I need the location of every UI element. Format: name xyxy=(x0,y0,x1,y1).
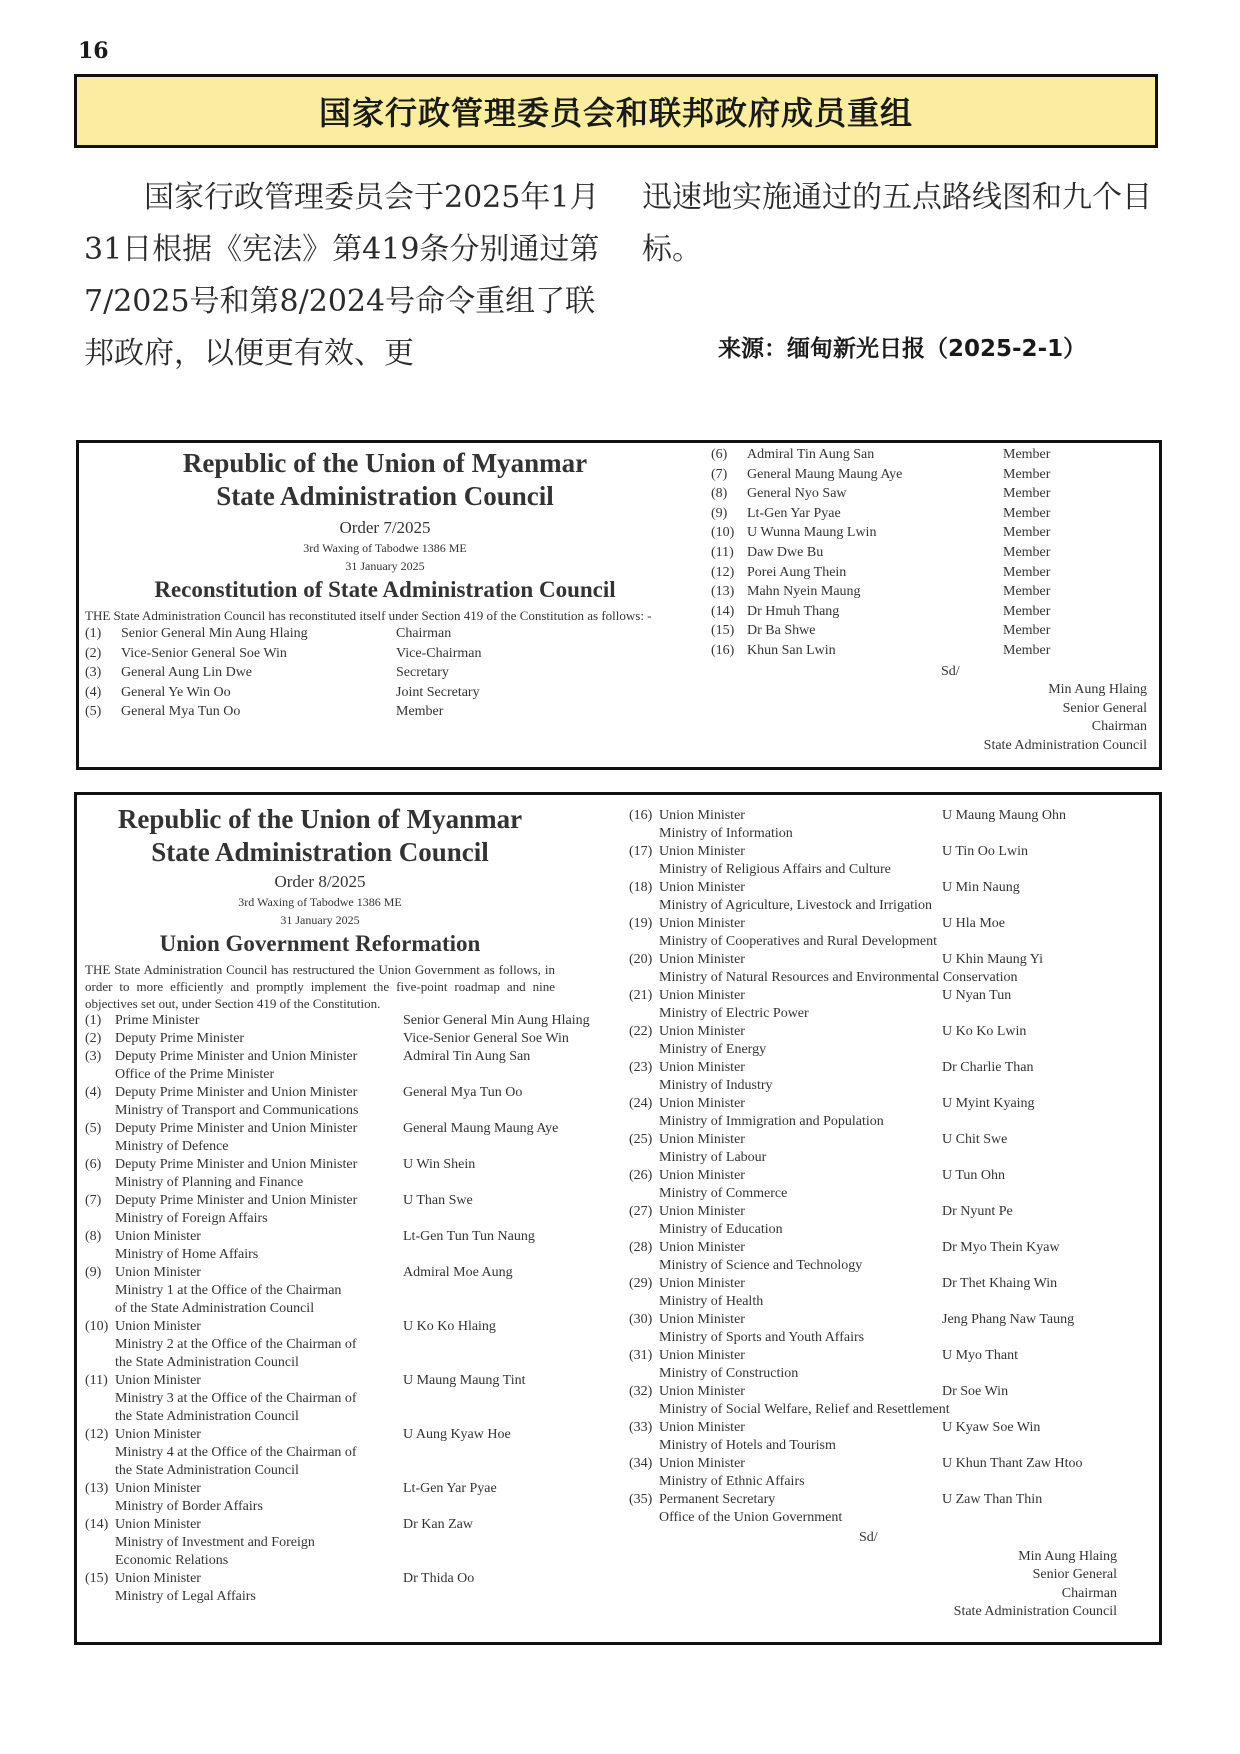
member-role: Vice-Chairman xyxy=(396,645,482,661)
entry-name: Admiral Tin Aung San xyxy=(403,1049,531,1064)
entry-name: Dr Nyunt Pe xyxy=(942,1204,1013,1219)
order-7-republic: Republic of the Union of Myanmar xyxy=(182,448,588,478)
entry-role: Union Minister xyxy=(659,1060,745,1075)
member-name: General Ye Win Oo xyxy=(121,684,231,700)
entry-role: Deputy Prime Minister and Union Minister xyxy=(115,1193,358,1208)
table-row xyxy=(85,1012,590,1030)
entry-number: (5) xyxy=(85,1121,102,1136)
entry-role: Prime Minister xyxy=(115,1013,200,1028)
order-8-preamble: THE State Administration Council has restructured the Union Government as follows, in order to more efficiently and promptly implement the five-point roadmap and nine objectives set out, under Section 419 of the Constitution. xyxy=(85,962,555,1011)
entry-number: (28) xyxy=(629,1240,653,1255)
table-row xyxy=(629,1203,1149,1221)
member-name: General Maung Maung Aye xyxy=(747,466,903,482)
entry-name: Dr Soe Win xyxy=(942,1384,1009,1399)
table-row xyxy=(85,1048,555,1066)
member-name: Admiral Tin Aung San xyxy=(747,447,875,462)
order-7-date: 31 January 2025 xyxy=(345,559,425,573)
member-role: Member xyxy=(1003,584,1051,600)
table-row xyxy=(629,843,1149,861)
entry-ministry: Office of the Union Government xyxy=(659,1510,843,1525)
member-name: Daw Dwe Bu xyxy=(747,544,824,560)
entry-name: Jeng Phang Naw Taung xyxy=(942,1312,1075,1327)
member-row xyxy=(711,563,1157,583)
table-row xyxy=(629,1383,1149,1401)
member-row xyxy=(711,504,1157,524)
entry-name: Vice-Senior General Soe Win xyxy=(403,1031,569,1046)
entry-number: (6) xyxy=(85,1157,102,1172)
entry-role: Union Minister xyxy=(659,1096,745,1111)
order-7-date-me: 3rd Waxing of Tabodwe 1386 ME xyxy=(303,541,467,555)
member-number: (10) xyxy=(711,525,735,541)
member-number: (11) xyxy=(711,544,734,560)
table-row xyxy=(629,1239,1149,1257)
entry-name: U Chit Swe xyxy=(942,1132,1008,1147)
signature-line: Senior General xyxy=(1032,1567,1117,1582)
entry-role: Union Minister xyxy=(115,1373,201,1388)
signature-line: Chairman xyxy=(1091,719,1147,735)
signature-line: Senior General xyxy=(1062,700,1147,716)
entry-name: U Aung Kyaw Hoe xyxy=(403,1427,511,1442)
member-name: Dr Ba Shwe xyxy=(747,623,816,639)
member-number: (2) xyxy=(85,645,102,661)
entry-role: Union Minister xyxy=(115,1571,201,1586)
member-number: (9) xyxy=(711,505,728,521)
order-7-member-list-left xyxy=(85,624,685,722)
entry-number: (12) xyxy=(85,1427,109,1442)
table-row xyxy=(85,1228,555,1246)
entry-number: (32) xyxy=(629,1384,653,1399)
entry-role: Union Minister xyxy=(659,808,745,823)
member-row xyxy=(711,602,1157,622)
member-row xyxy=(711,641,1157,661)
order-7-signature xyxy=(711,663,1147,756)
entry-ministry: Ministry of Agriculture, Livestock and Irrigation xyxy=(659,898,932,913)
table-row xyxy=(85,1192,555,1210)
entry-number: (27) xyxy=(629,1204,653,1219)
entry-name: U Kyaw Soe Win xyxy=(942,1420,1041,1435)
entry-ministry: Ministry of Hotels and Tourism xyxy=(659,1438,836,1453)
entry-ministry: of the State Administration Council xyxy=(115,1301,315,1316)
entry-name: Dr Myo Thein Kyaw xyxy=(942,1240,1060,1255)
entry-number: (29) xyxy=(629,1276,653,1291)
entry-ministry: Ministry 1 at the Office of the Chairman xyxy=(115,1283,342,1298)
table-row xyxy=(85,1372,555,1390)
member-number: (5) xyxy=(85,704,102,720)
member-name: General Nyo Saw xyxy=(747,486,847,502)
member-name: General Aung Lin Dwe xyxy=(121,665,253,681)
member-row xyxy=(85,702,685,722)
order-8-entry-list-left xyxy=(85,1012,590,1606)
entry-role: Deputy Prime Minister xyxy=(115,1031,245,1046)
member-name: U Wunna Maung Lwin xyxy=(747,525,877,541)
entry-name: Dr Thida Oo xyxy=(403,1571,475,1586)
entry-role: Union Minister xyxy=(115,1427,201,1442)
article-column-left xyxy=(84,172,604,380)
table-row xyxy=(629,1095,1149,1113)
entry-ministry: Ministry 2 at the Office of the Chairman of xyxy=(115,1337,357,1352)
entry-number: (10) xyxy=(85,1319,109,1334)
entry-ministry: Ministry of Sports and Youth Affairs xyxy=(659,1330,865,1345)
entry-role: Deputy Prime Minister and Union Minister xyxy=(115,1049,358,1064)
entry-ministry: Ministry 4 at the Office of the Chairman of xyxy=(115,1445,357,1460)
member-role: Member xyxy=(1003,564,1051,580)
entry-role: Union Minister xyxy=(659,1420,745,1435)
member-row xyxy=(711,621,1157,641)
entry-number: (15) xyxy=(85,1571,109,1586)
entry-ministry: Ministry of Immigration and Population xyxy=(659,1114,884,1129)
member-name: Mahn Nyein Maung xyxy=(747,584,861,600)
table-row xyxy=(85,1426,555,1444)
entry-ministry: the State Administration Council xyxy=(115,1463,299,1478)
page-number: 16 xyxy=(78,38,109,64)
order-7-number: Order 7/2025 xyxy=(339,518,431,537)
member-row xyxy=(85,644,685,664)
member-role: Member xyxy=(1003,486,1051,502)
entry-role: Union Minister xyxy=(659,1024,745,1039)
table-row xyxy=(85,1156,555,1174)
entry-number: (1) xyxy=(85,1013,102,1028)
entry-ministry: Economic Relations xyxy=(115,1553,229,1568)
entry-ministry: Ministry of Energy xyxy=(659,1042,767,1057)
article-paragraph-left: 国家行政管理委员会于2025年1月31日根据《宪法》第419条分别通过第7/2025号和第8/2024号命令重组了联邦政府，以便更有效、更 xyxy=(84,180,600,371)
article-column-right xyxy=(642,172,1162,276)
entry-number: (18) xyxy=(629,880,653,895)
entry-number: (16) xyxy=(629,808,653,823)
order-7-preamble: THE State Administration Council has reconstituted itself under Section 419 of the Constitution as follows: - xyxy=(85,608,652,623)
entry-number: (9) xyxy=(85,1265,102,1280)
table-row xyxy=(629,1023,1149,1041)
order-8-left-column xyxy=(85,795,590,1606)
article-source: 来源：缅甸新光日报（2025-2-1） xyxy=(718,336,1087,362)
entry-number: (13) xyxy=(85,1481,109,1496)
member-name: Dr Hmuh Thang xyxy=(747,603,840,619)
member-name: Khun San Lwin xyxy=(747,642,836,658)
entry-number: (33) xyxy=(629,1420,653,1435)
entry-ministry: Ministry of Legal Affairs xyxy=(115,1589,256,1604)
member-number: (13) xyxy=(711,584,735,600)
order-8-right-column xyxy=(629,795,1149,1622)
entry-role: Deputy Prime Minister and Union Minister xyxy=(115,1121,358,1136)
entry-ministry: Ministry of Information xyxy=(659,826,793,841)
entry-name: General Mya Tun Oo xyxy=(403,1085,523,1100)
member-row xyxy=(711,484,1157,504)
entry-number: (20) xyxy=(629,952,653,967)
entry-name: U Ko Ko Lwin xyxy=(942,1024,1027,1039)
entry-number: (21) xyxy=(629,988,653,1003)
member-row xyxy=(85,624,685,644)
order-8-republic: Republic of the Union of Myanmar xyxy=(117,804,523,834)
member-name: Vice-Senior General Soe Win xyxy=(121,645,287,661)
entry-name: U Khun Thant Zaw Htoo xyxy=(942,1456,1083,1471)
entry-name: U Tun Ohn xyxy=(942,1168,1006,1183)
entry-ministry: Ministry of Home Affairs xyxy=(115,1247,259,1262)
entry-role: Union Minister xyxy=(659,1132,745,1147)
member-role: Member xyxy=(1003,466,1051,482)
member-role: Member xyxy=(1003,544,1051,560)
entry-number: (30) xyxy=(629,1312,653,1327)
signature-line: Sd/ xyxy=(859,1530,878,1545)
member-row xyxy=(85,683,685,703)
member-number: (7) xyxy=(711,466,728,482)
table-row xyxy=(629,1275,1149,1293)
entry-name: U Ko Ko Hlaing xyxy=(403,1319,496,1334)
entry-ministry: Ministry of Electric Power xyxy=(659,1006,809,1021)
entry-number: (26) xyxy=(629,1168,653,1183)
entry-name: U Zaw Than Thin xyxy=(942,1492,1043,1507)
table-row xyxy=(629,951,1149,969)
entry-number: (3) xyxy=(85,1049,102,1064)
entry-name: U Tin Oo Lwin xyxy=(942,844,1028,859)
entry-role: Union Minister xyxy=(659,1312,745,1327)
headline-banner xyxy=(74,74,1158,148)
entry-ministry: the State Administration Council xyxy=(115,1355,299,1370)
order-7-left-column xyxy=(85,443,685,722)
member-number: (14) xyxy=(711,603,735,619)
order-7-title: Reconstitution of State Administration Council xyxy=(154,577,616,602)
entry-name: U Myint Kyaing xyxy=(942,1096,1035,1111)
member-role: Secretary xyxy=(396,665,449,681)
order-8-date: 31 January 2025 xyxy=(280,913,360,927)
entry-ministry: Ministry of Industry xyxy=(659,1078,773,1093)
member-number: (12) xyxy=(711,564,735,580)
member-number: (8) xyxy=(711,486,728,502)
entry-ministry: Ministry of Planning and Finance xyxy=(115,1175,304,1190)
entry-ministry: Ministry of Science and Technology xyxy=(659,1258,863,1273)
entry-role: Union Minister xyxy=(659,1456,745,1471)
entry-ministry: Ministry of Labour xyxy=(659,1150,767,1165)
entry-role: Union Minister xyxy=(659,1276,745,1291)
entry-name: Lt-Gen Yar Pyae xyxy=(403,1481,497,1496)
entry-number: (14) xyxy=(85,1517,109,1532)
entry-number: (19) xyxy=(629,916,653,931)
entry-name: U Maung Maung Tint xyxy=(403,1373,526,1388)
table-row xyxy=(629,1167,1149,1185)
entry-ministry: Ministry of Ethnic Affairs xyxy=(659,1474,805,1489)
entry-ministry: the State Administration Council xyxy=(115,1409,299,1424)
entry-role: Union Minister xyxy=(659,1348,745,1363)
member-row xyxy=(711,582,1157,602)
entry-number: (4) xyxy=(85,1085,102,1100)
entry-name: Lt-Gen Tun Tun Naung xyxy=(403,1229,535,1244)
table-row xyxy=(85,1030,569,1048)
entry-ministry: Ministry of Commerce xyxy=(659,1186,788,1201)
order-7-right-column xyxy=(711,443,1157,755)
entry-role: Union Minister xyxy=(659,988,745,1003)
entry-ministry: Ministry of Cooperatives and Rural Development xyxy=(659,934,937,949)
entry-role: Deputy Prime Minister and Union Minister xyxy=(115,1157,358,1172)
entry-name: Admiral Moe Aung xyxy=(403,1265,513,1280)
entry-name: Dr Kan Zaw xyxy=(403,1517,473,1532)
entry-role: Union Minister xyxy=(659,952,745,967)
entry-name: U Hla Moe xyxy=(942,916,1005,931)
entry-ministry: Ministry of Religious Affairs and Culture xyxy=(659,862,891,877)
member-row xyxy=(711,543,1157,563)
order-8-clipping xyxy=(74,792,1162,1645)
entry-role: Permanent Secretary xyxy=(659,1492,776,1507)
table-row xyxy=(629,987,1149,1005)
order-8-number: Order 8/2025 xyxy=(274,872,366,891)
entry-role: Union Minister xyxy=(115,1517,201,1532)
entry-role: Deputy Prime Minister and Union Minister xyxy=(115,1085,358,1100)
table-row xyxy=(629,879,1149,897)
entry-name: Senior General Min Aung Hlaing xyxy=(403,1013,590,1028)
entry-role: Union Minister xyxy=(115,1265,201,1280)
order-7-council: State Administration Council xyxy=(216,481,554,511)
entry-ministry: Ministry of Social Welfare, Relief and Resettlement xyxy=(659,1402,950,1417)
entry-role: Union Minister xyxy=(659,1168,745,1183)
member-role: Member xyxy=(1003,603,1051,619)
order-7-clipping xyxy=(76,440,1162,770)
entry-ministry: Ministry of Investment and Foreign xyxy=(115,1535,315,1550)
entry-number: (2) xyxy=(85,1031,102,1046)
entry-number: (31) xyxy=(629,1348,653,1363)
entry-name: Dr Thet Khaing Win xyxy=(942,1276,1058,1291)
signature-line: Min Aung Hlaing xyxy=(1048,682,1147,698)
member-name: General Mya Tun Oo xyxy=(121,704,241,720)
member-row xyxy=(85,663,685,683)
entry-number: (17) xyxy=(629,844,653,859)
entry-name: Dr Charlie Than xyxy=(942,1060,1034,1075)
table-row xyxy=(85,1318,555,1336)
entry-name: General Maung Maung Aye xyxy=(403,1121,559,1136)
table-row xyxy=(85,1264,555,1282)
entry-ministry: Ministry 3 at the Office of the Chairman of xyxy=(115,1391,357,1406)
entry-role: Union Minister xyxy=(115,1229,201,1244)
order-8-signature xyxy=(629,1529,1117,1622)
member-role: Joint Secretary xyxy=(396,684,480,700)
order-8-entry-list-right xyxy=(629,807,1149,1527)
entry-name: U Myo Thant xyxy=(942,1348,1018,1363)
signature-line: Sd/ xyxy=(941,663,960,679)
member-role: Member xyxy=(1003,505,1051,521)
entry-name: U Khin Maung Yi xyxy=(942,952,1043,967)
entry-number: (23) xyxy=(629,1060,653,1075)
member-number: (16) xyxy=(711,642,735,658)
entry-role: Union Minister xyxy=(115,1481,201,1496)
table-row xyxy=(85,1480,555,1498)
table-row xyxy=(85,1084,555,1102)
member-row xyxy=(711,523,1157,543)
entry-role: Union Minister xyxy=(659,916,745,931)
order-7-member-list-right xyxy=(711,445,1157,661)
entry-name: U Win Shein xyxy=(403,1157,476,1172)
entry-name: U Than Swe xyxy=(403,1193,473,1208)
member-role: Member xyxy=(1003,623,1051,639)
headline: 国家行政管理委员会和联邦政府成员重组 xyxy=(318,94,913,132)
entry-ministry: Ministry of Defence xyxy=(115,1139,229,1154)
member-role: Chairman xyxy=(396,626,452,641)
entry-number: (24) xyxy=(629,1096,653,1111)
article-paragraph-right: 迅速地实施通过的五点路线图和九个目标。 xyxy=(642,180,1152,267)
order-8-date-me: 3rd Waxing of Tabodwe 1386 ME xyxy=(238,895,402,909)
entry-ministry: Ministry of Natural Resources and Environmental Conservation xyxy=(659,970,1018,985)
entry-role: Union Minister xyxy=(659,1204,745,1219)
member-role: Member xyxy=(1003,525,1051,541)
table-row xyxy=(629,1491,1149,1509)
entry-number: (11) xyxy=(85,1373,108,1388)
member-number: (15) xyxy=(711,623,735,639)
table-row xyxy=(629,1419,1149,1437)
signature-line: Min Aung Hlaing xyxy=(1018,1548,1117,1564)
table-row xyxy=(85,1120,559,1138)
member-number: (3) xyxy=(85,665,102,681)
table-row xyxy=(629,1311,1149,1329)
member-number: (1) xyxy=(85,626,102,641)
member-role: Member xyxy=(1003,642,1051,658)
member-role: Member xyxy=(396,704,444,720)
entry-ministry: Ministry of Health xyxy=(659,1294,764,1309)
entry-number: (7) xyxy=(85,1193,102,1208)
member-name: Porei Aung Thein xyxy=(747,564,847,580)
member-number: (6) xyxy=(711,447,728,462)
table-row xyxy=(85,1516,555,1534)
signature-line: State Administration Council xyxy=(983,737,1147,753)
table-row xyxy=(629,807,1149,825)
member-role: Member xyxy=(1003,447,1051,462)
entry-name: U Min Naung xyxy=(942,880,1020,895)
table-row xyxy=(85,1570,555,1588)
entry-role: Union Minister xyxy=(659,1384,745,1399)
order-8-council: State Administration Council xyxy=(151,837,489,867)
entry-number: (25) xyxy=(629,1132,653,1147)
entry-ministry: Ministry of Foreign Affairs xyxy=(115,1211,268,1226)
entry-number: (8) xyxy=(85,1229,102,1244)
signature-line: Chairman xyxy=(1061,1585,1117,1601)
table-row xyxy=(629,1455,1149,1473)
entry-number: (22) xyxy=(629,1024,653,1039)
table-row xyxy=(629,1059,1149,1077)
entry-ministry: Ministry of Transport and Communications xyxy=(115,1103,359,1118)
entry-role: Union Minister xyxy=(659,880,745,895)
table-row xyxy=(629,1131,1149,1149)
member-name: Senior General Min Aung Hlaing xyxy=(121,626,308,641)
entry-name: U Maung Maung Ohn xyxy=(942,808,1067,823)
entry-number: (35) xyxy=(629,1492,653,1507)
entry-ministry: Ministry of Construction xyxy=(659,1366,799,1381)
member-row xyxy=(711,465,1157,485)
table-row xyxy=(629,1347,1149,1365)
order-8-title: Union Government Reformation xyxy=(159,931,481,956)
entry-ministry: Office of the Prime Minister xyxy=(115,1067,275,1082)
member-row xyxy=(711,445,1157,465)
entry-number: (34) xyxy=(629,1456,653,1471)
entry-name: U Nyan Tun xyxy=(942,988,1012,1003)
signature-line: State Administration Council xyxy=(953,1604,1117,1619)
entry-role: Union Minister xyxy=(659,1240,745,1255)
entry-ministry: Ministry of Border Affairs xyxy=(115,1499,263,1514)
entry-ministry: Ministry of Education xyxy=(659,1222,783,1237)
member-name: Lt-Gen Yar Pyae xyxy=(747,505,841,521)
entry-role: Union Minister xyxy=(115,1319,201,1334)
entry-role: Union Minister xyxy=(659,844,745,859)
member-number: (4) xyxy=(85,684,102,700)
table-row xyxy=(629,915,1149,933)
